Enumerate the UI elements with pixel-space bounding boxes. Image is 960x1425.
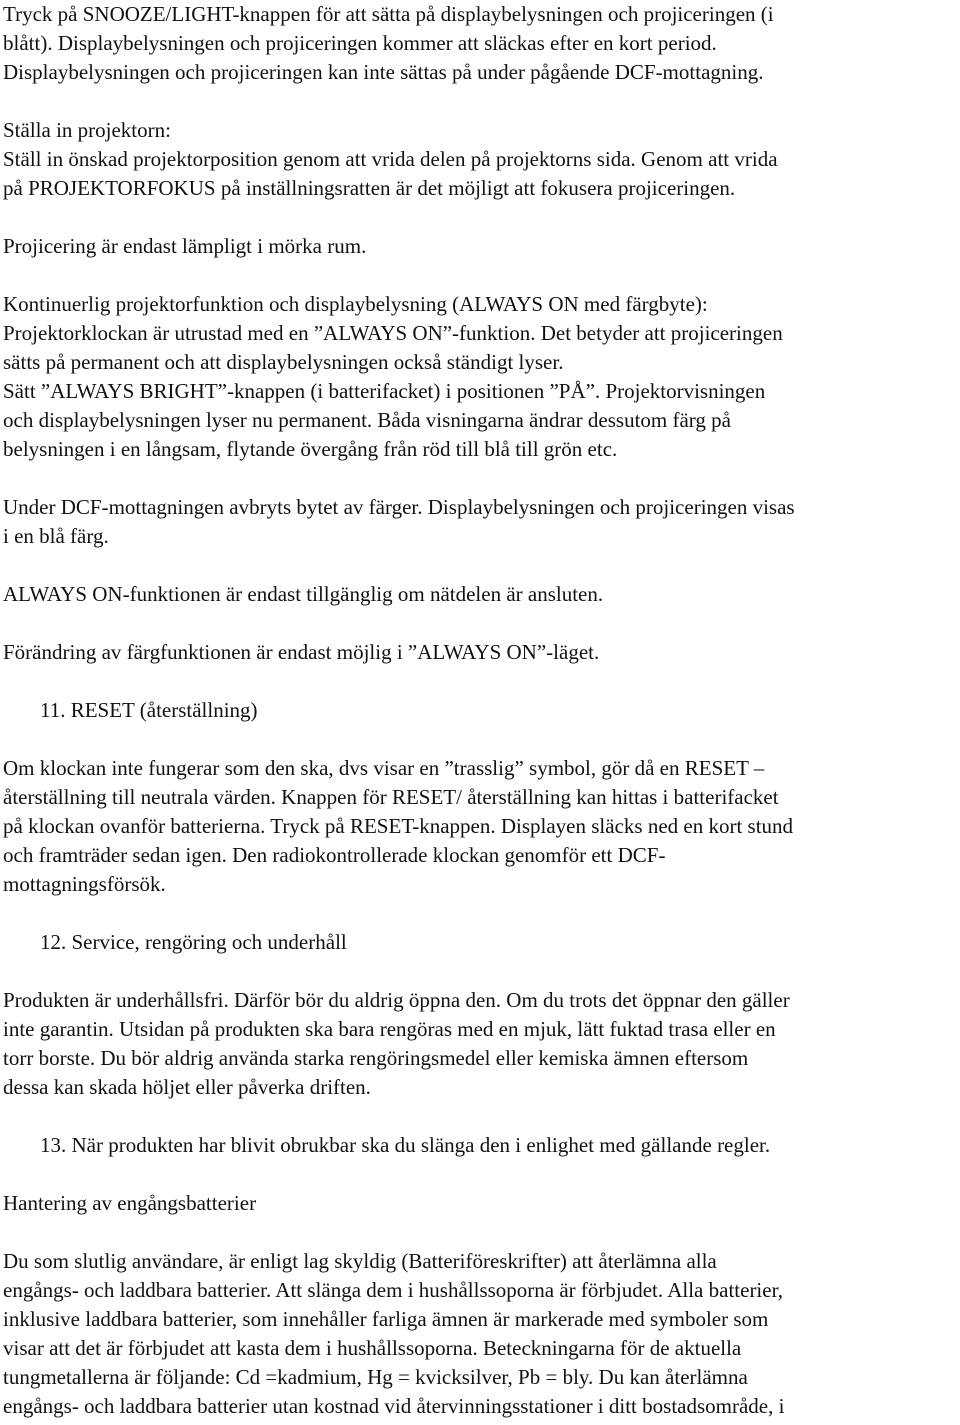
color-note-paragraph — [3, 638, 955, 667]
text-line: sätts på permanent och att displaybelysningen också ständigt lyser. — [3, 350, 564, 374]
batteries-heading — [3, 1189, 955, 1218]
text-line: Förändring av färgfunktionen är endast möjlig i ”ALWAYS ON”-läget. — [3, 640, 600, 664]
text-line: ALWAYS ON-funktionen är endast tillgänglig om nätdelen är ansluten. — [3, 582, 604, 606]
text-line: torr borste. Du bör aldrig använda starka rengöringsmedel eller kemiska ämnen eftersom — [3, 1046, 749, 1070]
text-line: Projektorklockan är utrustad med en ”ALWAYS ON”-funktion. Det betyder att projiceringen — [3, 321, 783, 345]
text-line: blått). Displaybelysningen och projiceringen kommer att släckas efter en kort period. — [3, 31, 717, 55]
text-line: inklusive laddbara batterier, som innehåller farliga ämnen är markerade med symboler som — [3, 1307, 769, 1331]
text-line: och displaybelysningen lyser nu permanent. Båda visningarna ändrar dessutom färg på — [3, 408, 731, 432]
text-line: Under DCF-mottagningen avbryts bytet av färger. Displaybelysningen och projiceringen visas — [3, 495, 795, 519]
snooze-paragraph — [3, 0, 955, 87]
text-line: Produkten är underhållsfri. Därför bör du aldrig öppna den. Om du trots det öppnar den gäller — [3, 988, 790, 1012]
text-line: Displaybelysningen och projiceringen kan inte sättas på under pågående DCF-mottagning. — [3, 60, 764, 84]
text-line: belysningen i en långsam, flytande övergång från röd till blå till grön etc. — [3, 437, 618, 461]
projection-note — [3, 232, 955, 261]
text-line: engångs- och laddbara batterier. Att slänga dem i hushållssoporna är förbjudet. Alla batterier, — [3, 1278, 783, 1302]
projector-paragraph — [3, 116, 955, 203]
document-page — [3, 0, 955, 1421]
section-12-heading — [3, 928, 955, 957]
projector-subheading: Ställa in projektorn: — [3, 118, 171, 142]
dcf-note-paragraph — [3, 493, 955, 551]
text-line: på klockan ovanför batterierna. Tryck på RESET-knappen. Displayen släcks ned en kort stund — [3, 814, 794, 838]
text-line: Du som slutlig användare, är enligt lag skyldig (Batteriföreskrifter) att återlämna alla — [3, 1249, 717, 1273]
text-line: Sätt ”ALWAYS BRIGHT”-knappen (i batterifacket) i positionen ”PÅ”. Projektorvisningen — [3, 379, 766, 403]
text-line: Tryck på SNOOZE/LIGHT-knappen för att sätta på displaybelysningen och projiceringen (i — [3, 2, 774, 26]
text-line: i en blå färg. — [3, 524, 109, 548]
text-line: återställning till neutrala värden. Knappen för RESET/ återställning kan hittas i batterifacket — [3, 785, 779, 809]
text-line: Projicering är endast lämpligt i mörka rum. — [3, 234, 367, 258]
section-11-heading — [3, 696, 955, 725]
text-line: Ställ in önskad projektorposition genom att vrida delen på projektorns sida. Genom att vrida — [3, 147, 778, 171]
mains-note-paragraph — [3, 580, 955, 609]
section-heading: 12. Service, rengöring och underhåll — [40, 930, 347, 954]
batteries-paragraph — [3, 1247, 955, 1421]
text-line: engångs- och laddbara batterier utan kostnad vid återvinningsstationer i ditt bostadsområde, i — [3, 1394, 785, 1418]
section-heading: 13. När produkten har blivit obrukbar ska du slänga den i enlighet med gällande regler. — [40, 1133, 771, 1157]
section-heading: Hantering av engångsbatterier — [3, 1191, 257, 1215]
text-line: visar att det är förbjudet att kasta dem i hushållssoporna. Beteckningarna för de aktuella — [3, 1336, 742, 1360]
always-on-paragraph — [3, 290, 955, 464]
section-12-paragraph — [3, 986, 955, 1102]
text-line: inte garantin. Utsidan på produkten ska bara rengöras med en mjuk, lätt fuktad trasa eller en — [3, 1017, 776, 1041]
text-line: på PROJEKTORFOKUS på inställningsratten är det möjligt att fokusera projiceringen. — [3, 176, 736, 200]
text-line: mottagningsförsök. — [3, 872, 166, 896]
text-line: tungmetallerna är följande: Cd =kadmium, Hg = kvicksilver, Pb = bly. Du kan återlämna — [3, 1365, 748, 1389]
always-on-subheading: Kontinuerlig projektorfunktion och displaybelysning (ALWAYS ON med färgbyte): — [3, 292, 708, 316]
section-heading: 11. RESET (återställning) — [40, 698, 258, 722]
section-11-paragraph — [3, 754, 955, 899]
text-line: Om klockan inte fungerar som den ska, dvs visar en ”trasslig” symbol, gör då en RESET – — [3, 756, 765, 780]
section-13-heading — [3, 1131, 955, 1160]
text-line: dessa kan skada höljet eller påverka driften. — [3, 1075, 371, 1099]
text-line: och framträder sedan igen. Den radiokontrollerade klockan genomför ett DCF- — [3, 843, 666, 867]
